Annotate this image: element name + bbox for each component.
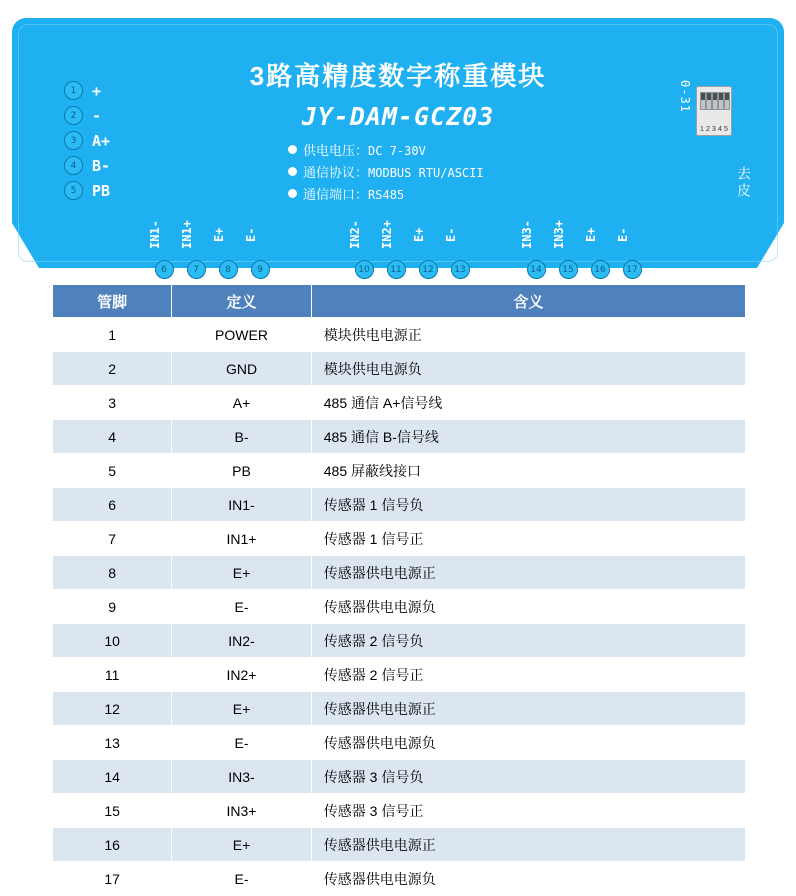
cell-meaning: 传感器供电电源正 [311, 556, 745, 590]
terminal-3 [64, 128, 110, 153]
header-pin: 管脚 [53, 285, 172, 318]
cell-pin: 2 [53, 352, 172, 386]
pin-definition-table [52, 284, 746, 896]
terminal-label-2: - [92, 106, 102, 125]
cell-pin: 5 [53, 454, 172, 488]
cell-def: E+ [172, 692, 312, 726]
cell-pin: 6 [53, 488, 172, 522]
bottom-pin-cell-14 [520, 260, 552, 279]
cell-meaning: 传感器供电电源负 [311, 726, 745, 760]
cell-def: A+ [172, 386, 312, 420]
dip-range-label: 0-31 [678, 80, 692, 113]
cell-meaning: 传感器 1 信号正 [311, 522, 745, 556]
cell-def: IN3- [172, 760, 312, 794]
bottom-label-11: IN2+ [380, 220, 394, 250]
table-row [53, 420, 746, 454]
bottom-pin-cell-9 [244, 260, 276, 279]
dip-number-5: 5 [724, 126, 728, 133]
cell-pin: 8 [53, 556, 172, 590]
terminal-label-1: + [92, 81, 102, 100]
cell-pin: 16 [53, 828, 172, 862]
pin-number-17: 17 [623, 260, 642, 279]
dip-number-4: 4 [718, 126, 722, 133]
spec-row-protocol [288, 162, 484, 184]
table-row [53, 522, 746, 556]
cell-def: GND [172, 352, 312, 386]
bottom-pin-cell-12 [412, 260, 444, 279]
terminal-label-5: PB [92, 181, 111, 200]
table-row [53, 454, 746, 488]
bottom-label-12: E+ [412, 227, 426, 243]
pin-number-10: 10 [355, 260, 374, 279]
device-model: JY-DAM-GCZ03 [301, 102, 495, 131]
spec-label-voltage: 供电电压： [303, 143, 369, 158]
header-def: 定义 [172, 285, 312, 318]
terminal-label-3: A+ [92, 131, 111, 150]
bullet-icon [288, 189, 297, 198]
spec-value-voltage: DC 7-30V [368, 144, 426, 158]
pin-number-15: 15 [559, 260, 578, 279]
pin-number-9: 9 [251, 260, 270, 279]
spec-row-port [288, 184, 484, 206]
bottom-pin-cell-10 [348, 260, 380, 279]
terminal-1 [64, 78, 110, 103]
bottom-label-8: E+ [212, 227, 226, 243]
table-row [53, 862, 746, 896]
cell-def: PB [172, 454, 312, 488]
pin-number-13: 13 [451, 260, 470, 279]
bullet-icon [288, 145, 297, 154]
table-row [53, 488, 746, 522]
cell-def: IN2- [172, 624, 312, 658]
cell-pin: 4 [53, 420, 172, 454]
cell-def: E+ [172, 828, 312, 862]
cell-meaning: 传感器 2 信号正 [311, 658, 745, 692]
cell-def: B- [172, 420, 312, 454]
table-row [53, 692, 746, 726]
spec-value-port: RS485 [368, 188, 405, 202]
pin-number-2: 2 [64, 106, 83, 125]
table-row [53, 624, 746, 658]
cell-meaning: 模块供电电源正 [311, 318, 745, 352]
cell-pin: 14 [53, 760, 172, 794]
cell-meaning: 模块供电电源负 [311, 352, 745, 386]
bottom-label-17: E- [616, 227, 630, 243]
device-illustration [12, 18, 784, 275]
cell-pin: 11 [53, 658, 172, 692]
table-row [53, 386, 746, 420]
bottom-label-10: IN2- [348, 220, 362, 250]
bottom-label-16: E+ [584, 227, 598, 243]
bottom-pin-cell-15 [552, 260, 584, 279]
device-title: 3路高精度数字称重模块 [249, 61, 547, 91]
bottom-label-14: IN3- [520, 220, 534, 250]
cell-pin: 13 [53, 726, 172, 760]
cell-meaning: 485 通信 B-信号线 [311, 420, 745, 454]
bottom-pin-cell-8 [212, 260, 244, 279]
table-row [53, 726, 746, 760]
cell-meaning: 485 屏蔽线接口 [311, 454, 745, 488]
tare-button-label[interactable]: 去皮 [736, 166, 752, 200]
cell-meaning: 传感器供电电源负 [311, 590, 745, 624]
terminal-5 [64, 178, 110, 203]
table-row [53, 590, 746, 624]
cell-meaning: 传感器 1 信号负 [311, 488, 745, 522]
dip-slot-5[interactable] [724, 92, 730, 110]
table-row [53, 352, 746, 386]
left-terminal-block [64, 78, 110, 203]
terminal-2 [64, 103, 110, 128]
bottom-pin-cell-17 [616, 260, 648, 279]
cell-meaning: 传感器供电电源正 [311, 828, 745, 862]
cell-meaning: 485 通信 A+信号线 [311, 386, 745, 420]
spec-value-protocol: MODBUS RTU/ASCII [368, 166, 484, 180]
cell-pin: 7 [53, 522, 172, 556]
spec-label-port: 通信端口： [303, 187, 369, 202]
pin-number-7: 7 [187, 260, 206, 279]
cell-def: E- [172, 862, 312, 896]
cell-meaning: 传感器 3 信号正 [311, 794, 745, 828]
bottom-group-in1 [148, 214, 276, 279]
bottom-pin-cell-13 [444, 260, 476, 279]
table-row [53, 760, 746, 794]
bottom-pin-cell-11 [380, 260, 412, 279]
bottom-label-13: E- [444, 227, 458, 243]
cell-def: E+ [172, 556, 312, 590]
pin-number-8: 8 [219, 260, 238, 279]
terminal-4 [64, 153, 110, 178]
cell-pin: 17 [53, 862, 172, 896]
cell-def: IN1- [172, 488, 312, 522]
bottom-label-9: E- [244, 227, 258, 243]
pin-number-1: 1 [64, 81, 83, 100]
bottom-pin-cell-6 [148, 260, 180, 279]
cell-def: IN2+ [172, 658, 312, 692]
table-row [53, 658, 746, 692]
cell-meaning: 传感器 3 信号负 [311, 760, 745, 794]
table-row [53, 318, 746, 352]
pin-number-5: 5 [64, 181, 83, 200]
cell-def: E- [172, 726, 312, 760]
pin-number-14: 14 [527, 260, 546, 279]
bullet-icon [288, 167, 297, 176]
device-specs [288, 140, 484, 206]
pin-number-16: 16 [591, 260, 610, 279]
spec-row-voltage [288, 140, 484, 162]
header-meaning: 含义 [311, 285, 745, 318]
bottom-pin-cell-7 [180, 260, 212, 279]
cell-pin: 1 [53, 318, 172, 352]
cell-def: IN1+ [172, 522, 312, 556]
pin-number-4: 4 [64, 156, 83, 175]
dip-switch[interactable] [696, 86, 732, 136]
pin-number-6: 6 [155, 260, 174, 279]
cell-meaning: 传感器供电电源正 [311, 692, 745, 726]
cell-pin: 10 [53, 624, 172, 658]
pin-number-11: 11 [387, 260, 406, 279]
bottom-group-in2 [348, 214, 476, 279]
pin-number-12: 12 [419, 260, 438, 279]
table-row [53, 794, 746, 828]
pin-number-3: 3 [64, 131, 83, 150]
cell-meaning: 传感器供电电源负 [311, 862, 745, 896]
bottom-label-6: IN1- [148, 220, 162, 250]
cell-pin: 12 [53, 692, 172, 726]
bottom-label-15: IN3+ [552, 220, 566, 250]
terminal-label-4: B- [92, 156, 111, 175]
dip-number-1: 1 [700, 126, 704, 133]
cell-pin: 3 [53, 386, 172, 420]
cell-meaning: 传感器 2 信号负 [311, 624, 745, 658]
cell-pin: 15 [53, 794, 172, 828]
bottom-pin-cell-16 [584, 260, 616, 279]
bottom-group-in3 [520, 214, 648, 279]
cell-def: E- [172, 590, 312, 624]
dip-number-2: 2 [706, 126, 710, 133]
table-row [53, 556, 746, 590]
cell-def: IN3+ [172, 794, 312, 828]
cell-def: POWER [172, 318, 312, 352]
table-header-row [53, 285, 746, 318]
dip-number-3: 3 [712, 126, 716, 133]
cell-pin: 9 [53, 590, 172, 624]
spec-label-protocol: 通信协议： [303, 165, 369, 180]
bottom-label-7: IN1+ [180, 220, 194, 250]
table-row [53, 828, 746, 862]
